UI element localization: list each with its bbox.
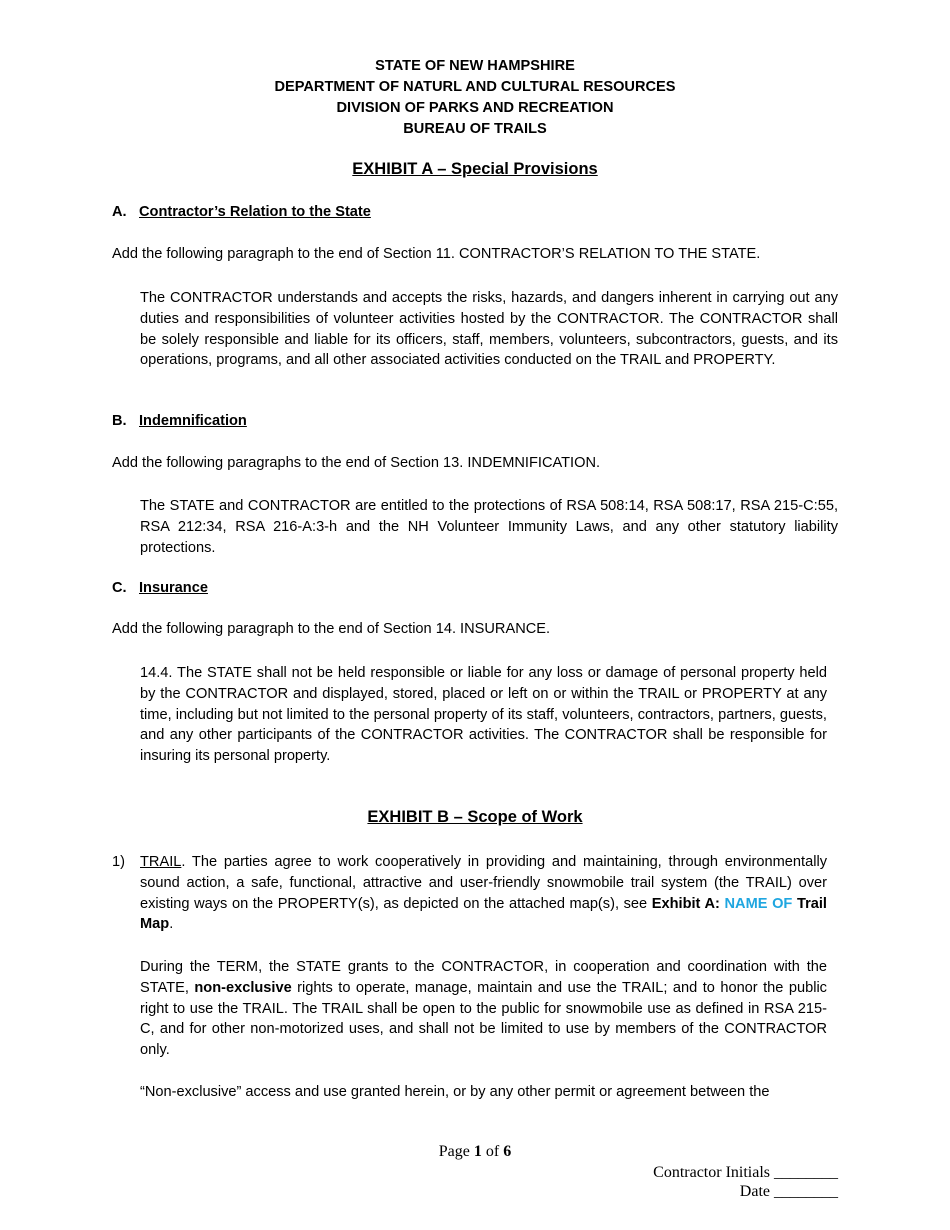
scope-item-1-end: . — [169, 916, 174, 933]
section-c-letter: C. — [112, 580, 127, 596]
header-division: DIVISION OF PARKS AND RECREATION — [336, 100, 614, 116]
page-number: Page 1 of 6 — [438, 1143, 512, 1160]
trail-map-ref-suffix: Trail Map — [140, 895, 827, 933]
scope-item-1-text: . The parties agree to work cooperatively in providing and maintaining, through environmentally sound action, a safe, functional, attractive and user-friendly snowmobile trail system (the TRAIL) over existing ways on the PROPERTY(s), as depicted on the attached map(s), see — [140, 854, 827, 912]
section-b-title: Indemnification — [139, 413, 247, 429]
section-b-intro: Add the following paragraphs to the end of Section 13. INDEMNIFICATION. — [112, 455, 601, 471]
header-bureau: BUREAU OF TRAILS — [403, 121, 547, 137]
section-c-heading — [112, 580, 208, 596]
grant-text-1: During the TERM, the STATE grants to the CONTRACTOR, in cooperation and coordination with the STATE, — [140, 959, 827, 996]
header-state: STATE OF NEW HAMPSHIRE — [375, 58, 575, 74]
page-current: 1 — [473, 1143, 482, 1160]
scope-nonexclusive-paragraph: “Non-exclusive” access and use granted herein, or by any other permit or agreement between the — [140, 1084, 770, 1100]
page-total: 6 — [503, 1143, 512, 1160]
scope-item-1-body — [140, 852, 827, 935]
grant-non-exclusive: non-exclusive — [194, 979, 292, 996]
header-department: DEPARTMENT OF NATURL AND CULTURAL RESOURCES — [274, 79, 676, 95]
trail-map-ref-prefix: Exhibit A: — [651, 895, 725, 912]
scope-item-1-number: 1) — [112, 854, 125, 870]
scope-item-1 — [112, 852, 827, 935]
scope-grant-paragraph — [140, 957, 827, 1061]
document-header — [0, 56, 950, 140]
section-a-body: The CONTRACTOR understands and accepts the risks, hazards, and dangers inherent in carrying out any duties and responsibilities of volunteer activities hosted by the CONTRACTOR. The CONTRACTOR shall be solely responsible and liable for its officers, staff, members, volunteers, subcontractors, guests, and its operations, programs, and all other associated activities conducted on the TRAIL and PROPERTY. — [140, 290, 838, 369]
section-a-letter: A. — [112, 204, 127, 220]
section-c-intro: Add the following paragraph to the end of Section 14. INSURANCE. — [112, 621, 551, 637]
section-c-title: Insurance — [139, 580, 208, 596]
grant-text-2: rights to operate, manage, maintain and use the TRAIL; and to honor the public right to use the TRAIL. The TRAIL shall be open to the public for snowmobile use as defined in RSA 215-C, and for other non-motorized uses, and shall not be limited to use by members of the CONTRACTOR only. — [140, 979, 827, 1059]
trail-term: TRAIL — [140, 854, 182, 870]
section-a-heading — [112, 204, 371, 220]
contractor-initials-line: Contractor Initials ________ — [653, 1164, 838, 1181]
section-a-intro: Add the following paragraph to the end of Section 11. CONTRACTOR’S RELATION TO THE STATE. — [112, 246, 761, 262]
date-line: Date ________ — [739, 1183, 838, 1200]
exhibit-b-title: EXHIBIT B – Scope of Work — [367, 808, 583, 826]
trail-name-placeholder: NAME OF — [724, 895, 793, 912]
section-b-heading — [112, 413, 247, 429]
exhibit-a-title: EXHIBIT A – Special Provisions — [352, 160, 598, 178]
section-b-letter: B. — [112, 413, 127, 429]
section-a-title: Contractor’s Relation to the State — [139, 204, 371, 220]
section-c-body: 14.4. The STATE shall not be held responsible or liable for any loss or damage of personal property held by the CONTRACTOR and displayed, stored, placed or left on or within the TRAIL or PROPERTY at any time, including but not limited to the personal property of its staff, volunteers, contractors, partners, guests, and any other participants of the CONTRACTOR activities. The CONTRACTOR shall be responsible for insuring its personal property. — [140, 665, 827, 765]
section-b-body: The STATE and CONTRACTOR are entitled to the protections of RSA 508:14, RSA 508:17, RSA 215-C:55, RSA 212:34, RSA 216-A:3-h and the NH Volunteer Immunity Laws, and any other statutory liability protections. — [140, 498, 838, 556]
